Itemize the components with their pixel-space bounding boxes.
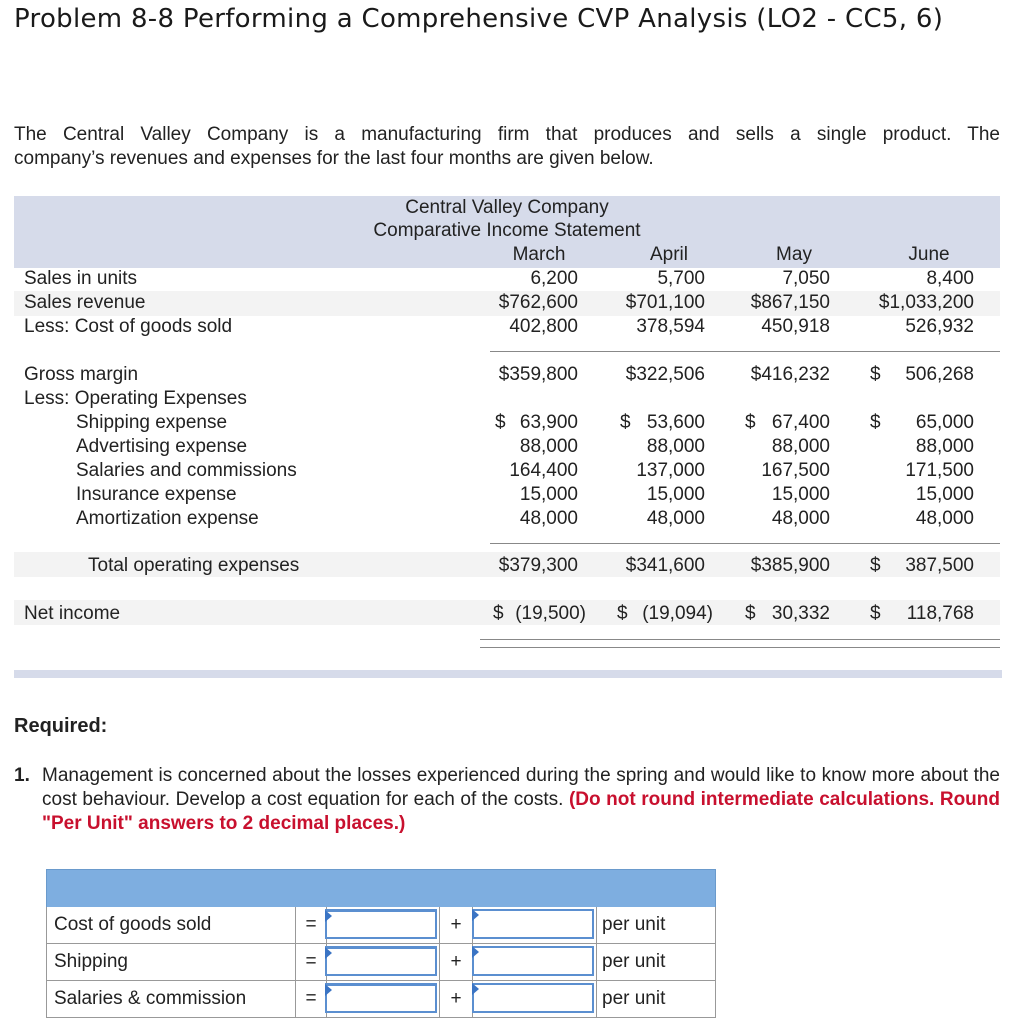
intro-line-1: The Central Valley Company is a manufacturing firm that produces and sells a single product. The [14,124,1000,145]
per-unit-label: per unit [596,907,716,943]
table-row [46,981,716,1018]
cost-label: Cost of goods sold [54,914,212,935]
dollar-sign: $ [495,412,506,433]
row-label: Amortization expense [76,508,259,529]
cell: 378,594 [636,316,705,337]
dollar-sign: $ [870,364,881,385]
cell: 48,000 [771,508,830,529]
cell: $416,232 [750,364,830,385]
cell: 53,600 [646,412,705,433]
cell: 171,500 [905,460,974,481]
cell: 6,200 [530,268,578,289]
equals-sign: = [295,981,327,1017]
variable-cost-input[interactable] [472,909,594,939]
dollar-sign: $ [745,603,756,624]
question-text: Management is concerned about the losses experienced during the spring and would like to know more about the cost behaviour. Develop a cost equation for each of the costs. [42,765,1000,810]
input-flag-icon [325,910,332,922]
row-label: Insurance expense [76,484,237,505]
intro-line-2: company’s revenues and expenses for the last four months are given below. [14,148,654,169]
cell: (19,094) [642,603,713,624]
cell: 15,000 [771,484,830,505]
month-header: May [776,244,812,265]
cell: 48,000 [646,508,705,529]
cell: 5,700 [657,268,705,289]
plus-sign: + [439,981,473,1017]
cell: $322,506 [625,364,705,385]
income-statement [14,196,1000,661]
dollar-sign: $ [617,603,628,624]
per-unit-label: per unit [596,944,716,980]
cell: 164,400 [509,460,578,481]
section-divider [14,670,1002,678]
row-label: Advertising expense [76,436,248,457]
per-unit-label: per unit [596,981,716,1017]
dollar-sign: $ [745,412,756,433]
cost-label: Shipping [54,951,128,972]
cell: 137,000 [636,460,705,481]
cost-label: Salaries & commission [54,988,247,1009]
cell: 8,400 [926,268,974,289]
cell: 48,000 [519,508,578,529]
row-label: Shipping expense [76,412,228,433]
equals-sign: = [295,907,327,943]
company-name: Central Valley Company [405,197,609,218]
subtotal-rule [490,543,1000,544]
cell: $701,100 [625,292,705,313]
cell: 65,000 [915,412,974,433]
cell: 7,050 [782,268,830,289]
cell: 450,918 [761,316,830,337]
variable-cost-input[interactable] [472,946,594,976]
plus-sign: + [439,907,473,943]
row-label: Less: Cost of goods sold [24,316,233,337]
row-label: Total operating expenses [88,555,300,576]
cell: 88,000 [646,436,705,457]
month-header: June [908,244,950,265]
cell: (19,500) [515,603,586,624]
question-number: 1. [14,765,30,786]
cell: 15,000 [646,484,705,505]
plus-sign: + [439,944,473,980]
rounding-instruction: (Do not round intermediate calculations. Round "Per Unit" answers to 2 decimal places.) [42,789,1000,834]
cell: 67,400 [771,412,830,433]
row-band [14,600,1000,625]
cell: 118,768 [906,603,974,624]
table-header [46,869,716,908]
page-title: Problem 8-8 Performing a Comprehensive CVP Analysis (LO2 - CC5, 6) [14,4,944,34]
month-header: April [649,244,688,265]
input-flag-icon [472,909,479,921]
row-label: Sales revenue [24,292,146,313]
cell: $379,300 [498,555,578,576]
row-label: Gross margin [24,364,139,385]
cell: 526,932 [905,316,974,337]
row-label: Less: Operating Expenses [24,388,247,409]
cell: 88,000 [771,436,830,457]
variable-cost-input[interactable] [472,983,594,1013]
cell: $1,033,200 [878,292,974,313]
question-1 [14,764,1000,836]
dollar-sign: $ [870,412,881,433]
cell: 387,500 [905,555,974,576]
statement-name: Comparative Income Statement [373,220,641,241]
cell: 167,500 [761,460,830,481]
row-label: Salaries and commissions [76,460,297,481]
cell: $385,900 [750,555,830,576]
cell: 88,000 [915,436,974,457]
dollar-sign: $ [620,412,631,433]
dollar-sign: $ [870,555,881,576]
table-row [46,907,716,944]
input-flag-icon [472,983,479,995]
table-row [46,944,716,981]
dollar-sign: $ [493,603,504,624]
required-heading: Required: [14,715,108,737]
fixed-cost-input[interactable] [325,983,437,1013]
cell: 15,000 [915,484,974,505]
input-flag-icon [325,947,332,959]
dollar-sign: $ [870,603,881,624]
cell: $867,150 [750,292,830,313]
cell: 506,268 [905,364,974,385]
subtotal-rule [490,351,1000,352]
cell: $341,600 [625,555,705,576]
fixed-cost-input[interactable] [325,909,437,939]
cell: 30,332 [771,603,830,624]
input-flag-icon [472,946,479,958]
fixed-cost-input[interactable] [325,946,437,976]
cell: 15,000 [519,484,578,505]
month-header: March [512,244,566,265]
cell: $359,800 [498,364,578,385]
cell: $762,600 [498,292,578,313]
equals-sign: = [295,944,327,980]
cell: 63,900 [519,412,578,433]
double-rule-top [480,639,1000,640]
row-label: Net income [24,603,121,624]
cell: 48,000 [915,508,974,529]
cell: 402,800 [509,316,578,337]
input-flag-icon [325,984,332,996]
cell: 88,000 [519,436,578,457]
row-label: Sales in units [24,268,138,289]
intro-paragraph [14,123,1000,171]
double-rule-bottom [480,647,1000,648]
